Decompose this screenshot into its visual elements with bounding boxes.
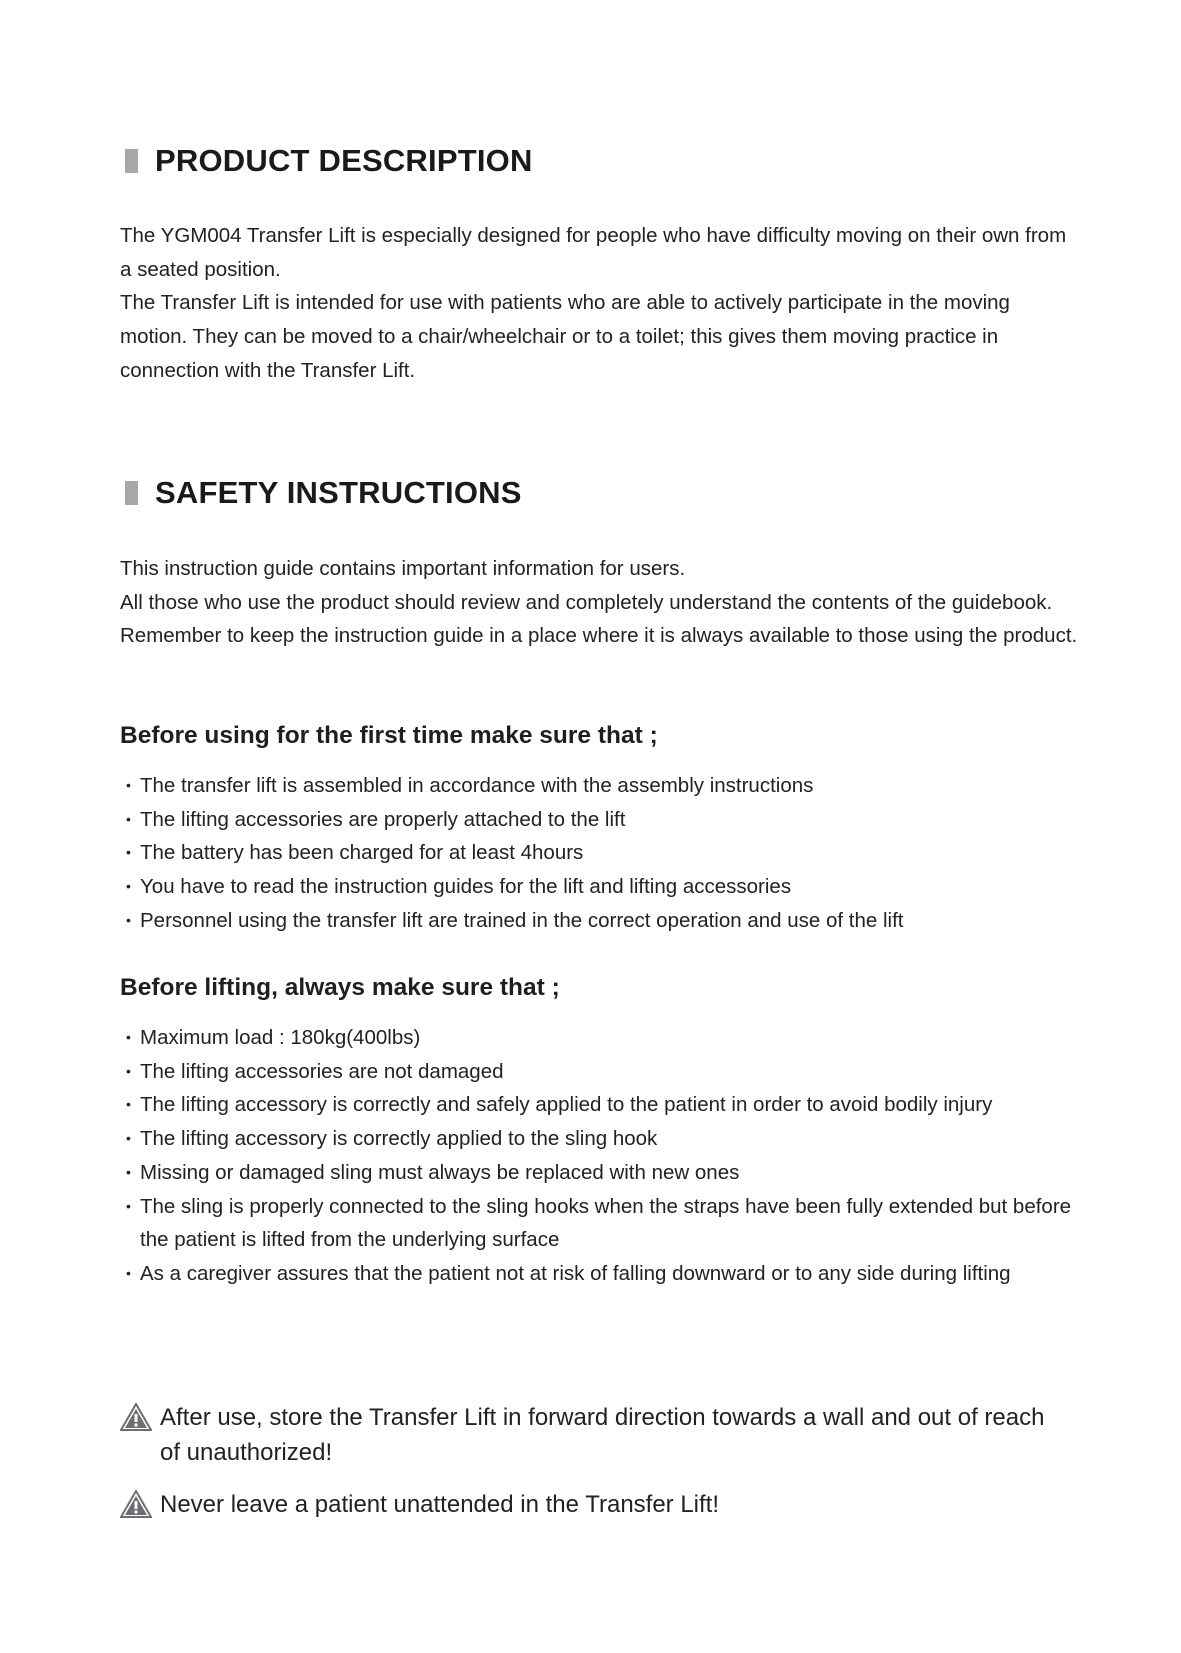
warning-text: Never leave a patient unattended in the Transfer Lift! [160, 1491, 720, 1518]
bullet-icon: • [126, 1163, 131, 1180]
first-time-checklist [124, 769, 1104, 938]
section-heading-product-description [125, 143, 533, 179]
section-title: PRODUCT DESCRIPTION [155, 143, 533, 178]
paragraph: This instruction guide contains important information for users. [120, 557, 686, 580]
list-item: • The battery has been charged for at least 4hours [124, 836, 1104, 870]
paragraph: The YGM004 Transfer Lift is especially designed for people who have difficulty moving on their own from a seated position. [120, 224, 1067, 281]
list-item: • Missing or damaged sling must always be replaced with new ones [124, 1156, 1104, 1190]
heading-bar-marker [125, 481, 138, 505]
warning-text: After use, store the Transfer Lift in forward direction towards a wall and out of reach of unauthorized! [160, 1404, 1045, 1466]
list-item: • The sling is properly connected to the sling hooks when the straps have been fully extended but before the patient is lifted from the underlying surface [124, 1190, 1085, 1257]
warning-triangle-icon [120, 1403, 152, 1431]
heading-bar-marker [125, 149, 138, 173]
bullet-icon: • [126, 810, 131, 827]
paragraph: The Transfer Lift is intended for use with patients who are able to actively participate in the moving motion. They can be moved to a chair/wheelchair or to a toilet; this gives them moving practice in connection with the Transfer Lift. [120, 291, 1010, 382]
section-heading-safety-instructions [125, 475, 522, 511]
bullet-icon: • [126, 911, 131, 928]
bullet-icon: • [126, 1096, 131, 1113]
list-item: • The lifting accessories are properly attached to the lift [124, 803, 1104, 837]
before-lifting-checklist [124, 1021, 1104, 1291]
bullet-icon: • [126, 844, 131, 861]
safety-intro-body [120, 552, 1080, 653]
subheading-before-lifting: Before lifting, always make sure that ; [120, 974, 560, 1001]
paragraph: All those who use the product should review and completely understand the contents of the guidebook. Remember to keep the instruction guide in a place where it is always available to those using the product. [120, 590, 1078, 648]
section-title: SAFETY INSTRUCTIONS [155, 475, 522, 510]
bullet-icon: • [126, 1130, 131, 1147]
list-item: • The lifting accessory is correctly and safely applied to the patient in order to avoid bodily injury [124, 1088, 1104, 1122]
bullet-icon: • [126, 1029, 131, 1045]
subheading-first-time: Before using for the first time make sure that ; [120, 722, 658, 749]
warning-triangle-icon [120, 1490, 152, 1518]
list-item: • Maximum load : 180kg(400lbs) [124, 1021, 1104, 1055]
product-description-body [120, 219, 1080, 388]
list-item: • Personnel using the transfer lift are trained in the correct operation and use of the lift [124, 904, 1104, 938]
bullet-icon: • [126, 1062, 131, 1079]
bullet-icon: • [126, 1197, 131, 1214]
list-item: • The lifting accessories are not damaged [124, 1055, 1104, 1089]
list-item: • You have to read the instruction guides for the lift and lifting accessories [124, 870, 1104, 904]
list-item: • As a caregiver assures that the patient not at risk of falling downward or to any side during lifting [124, 1257, 1070, 1291]
warning-note [120, 1487, 1060, 1522]
bullet-icon: • [126, 1264, 131, 1281]
list-item: • The lifting accessory is correctly applied to the sling hook [124, 1122, 1104, 1156]
bullet-icon: • [126, 878, 131, 895]
warning-note [120, 1400, 1060, 1470]
list-item: • The transfer lift is assembled in accordance with the assembly instructions [124, 769, 1104, 803]
bullet-icon: • [126, 777, 131, 793]
